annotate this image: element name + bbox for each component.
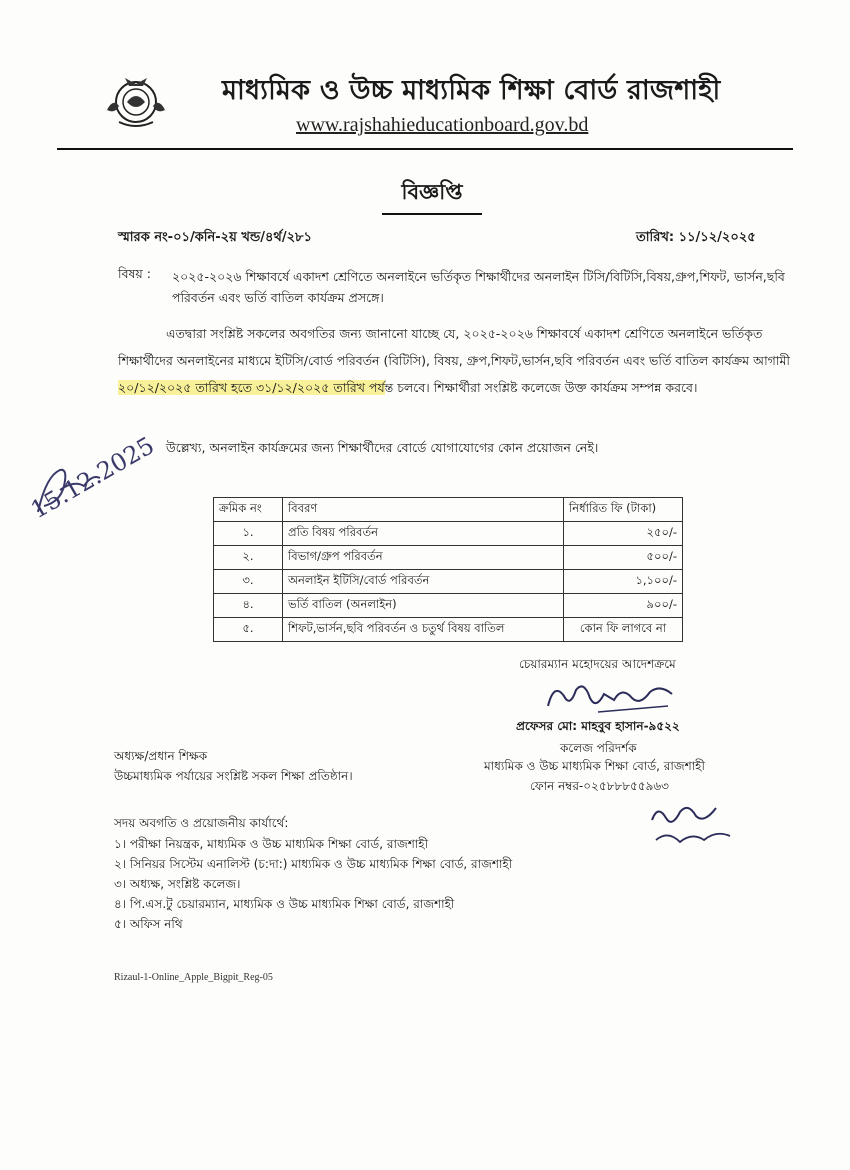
- handwritten-date: 15.12.2025: [26, 431, 160, 525]
- notice-date: তারিখ: ১১/১২/২০২৫: [636, 230, 756, 245]
- list-item: ৩। অধ্যক্ষ, সংশ্লিষ্ট কলেজ।: [114, 877, 241, 891]
- file-code: Rizaul-1-Online_Apple_Bigpit_Reg-05: [114, 972, 273, 983]
- fee-amount: ৫০০/-: [564, 546, 683, 570]
- table-row: [214, 522, 683, 546]
- list-item: ২। সিনিয়র সিস্টেম এনালিস্ট (চ:দা:) মাধ্যমিক ও উচ্চ মাধ্যমিক শিক্ষা বোর্ড, রাজশাহী: [114, 857, 513, 871]
- signatory-name: প্রফেসর মো: মাহবুব হাসান-৯৫২২: [516, 719, 680, 733]
- table-row: [214, 594, 683, 618]
- table-row: [214, 618, 683, 642]
- table-row: [214, 546, 683, 570]
- list-item: ১। পরীক্ষা নিয়ন্ত্রক, মাধ্যমিক ও উচ্চ মাধ্যমিক শিক্ষা বোর্ড, রাজশাহী: [114, 837, 429, 851]
- fee-table-header-row: [214, 498, 683, 522]
- fee-header-serial: ক্রমিক নং: [214, 498, 283, 522]
- highlighted-dates: ২০/১২/২০২৫ তারিখ হতে ৩১/১২/২০২৫ তারিখ পর্য: [118, 380, 385, 395]
- header-divider: [57, 148, 793, 150]
- initial-scribble-icon: [646, 800, 738, 852]
- fee-amount: কোন ফি লাগবে না: [564, 618, 683, 642]
- fee-table: [213, 497, 683, 642]
- fee-header-description: বিবরণ: [283, 498, 564, 522]
- signatory-designation: কলেজ পরিদর্শক: [560, 741, 637, 755]
- fee-amount: ২৫০/-: [564, 522, 683, 546]
- copies-list: [114, 834, 512, 934]
- board-name: মাধ্যমিক ও উচ্চ মাধ্যমিক শিক্ষা বোর্ড রাজশাহী: [222, 75, 721, 106]
- fee-description: অনলাইন ইটিসি/বোর্ড পরিবর্তন: [283, 570, 564, 594]
- subject-text: ২০২৫-২০২৬ শিক্ষাবর্ষে একাদশ শ্রেণিতে অনলাইনে ভর্তিকৃত শিক্ষার্থীদের অনলাইন টিসি/বিটিসি,বিষয়,গ্রুপ,শিফট, ভার্সন,ছবি পরিবর্তন এবং ভর্তি বাতিল কার্যক্রম প্রসঙ্গে।: [172, 269, 785, 305]
- fee-serial: ৪.: [214, 594, 283, 618]
- body-text-after: ন্ত চলবে। শিক্ষার্থীরা সংশ্লিষ্ট কলেজে উক্ত কার্যক্রম সম্পন্ন করবে।: [384, 380, 698, 395]
- fee-description: প্রতি বিষয় পরিবর্তন: [283, 522, 564, 546]
- recipient-title: অধ্যক্ষ/প্রধান শিক্ষক: [114, 749, 208, 763]
- table-row: [214, 570, 683, 594]
- fee-description: বিভাগ/গ্রুপ পরিবর্তন: [283, 546, 564, 570]
- fee-description: শিফট,ভার্সন,ছবি পরিবর্তন ও চতুর্থ বিষয় বাতিল: [283, 618, 564, 642]
- fee-amount: ১,১০০/-: [564, 570, 683, 594]
- signatory-office: মাধ্যমিক ও উচ্চ মাধ্যমিক শিক্ষা বোর্ড, রাজশাহী: [484, 759, 705, 773]
- body-text-before: এতদ্বারা সংশ্লিষ্ট সকলের অবগতির জন্য জানানো যাচ্ছে যে, ২০২৫-২০২৬ শিক্ষাবর্ষে একাদশ শ্রেণিতে অনলাইনে ভর্তিকৃত শিক্ষার্থীদের অনলাইনের মাধ্যমে ইটিসি/বোর্ড পরিবর্তন (বিটিসি), বিষয়, গ্রুপ,শিফট,ভার্সন,ছবি পরিবর্তন এবং ভর্তি বাতিল কার্যক্রম আগামী: [118, 326, 790, 368]
- board-emblem-icon: [105, 72, 167, 128]
- list-item: ৪। পি.এস.টু চেয়ারম্যান, মাধ্যমিক ও উচ্চ মাধ্যমিক শিক্ষা বোর্ড, রাজশাহী: [114, 897, 455, 911]
- fee-serial: ২.: [214, 546, 283, 570]
- signatory-phone: ফোন নম্বর-০২৫৮৮৮৫৫৯৬৩: [530, 779, 669, 793]
- notice-title: বিজ্ঞপ্তি: [382, 176, 482, 215]
- order-line: চেয়ারম্যান মহোদয়ের আদেশক্রমে: [519, 657, 676, 671]
- copies-heading: সদয় অবগতি ও প্রয়োজনীয় কার্যার্থে:: [114, 816, 289, 830]
- subject-label: বিষয় :: [118, 266, 151, 281]
- fee-header-amount: নির্ধারিত ফি (টাকা): [564, 498, 683, 522]
- board-website-link[interactable]: www.rajshahieducationboard.gov.bd: [296, 114, 589, 136]
- fee-serial: ১.: [214, 522, 283, 546]
- fee-serial: ৩.: [214, 570, 283, 594]
- list-item: ৫। অফিস নথি: [114, 917, 183, 931]
- fee-description: ভর্তি বাতিল (অনলাইন): [283, 594, 564, 618]
- fee-serial: ৫.: [214, 618, 283, 642]
- memo-number: স্মারক নং-০১/কনি-২য় খন্ড/৪র্থ/২৮১: [118, 230, 312, 245]
- fee-amount: ৯০০/-: [564, 594, 683, 618]
- notice-body: [118, 320, 790, 401]
- notice-note: উল্লেখ্য, অনলাইন কার্যক্রমের জন্য শিক্ষার্থীদের বোর্ডে যোগাযোগের কোন প্রয়োজন নেই।: [166, 440, 599, 455]
- recipient-institutions: উচ্চমাধ্যমিক পর্যায়ের সংশ্লিষ্ট সকল শিক্ষা প্রতিষ্ঠান।: [114, 769, 353, 783]
- signature-scribble-icon: [540, 676, 680, 718]
